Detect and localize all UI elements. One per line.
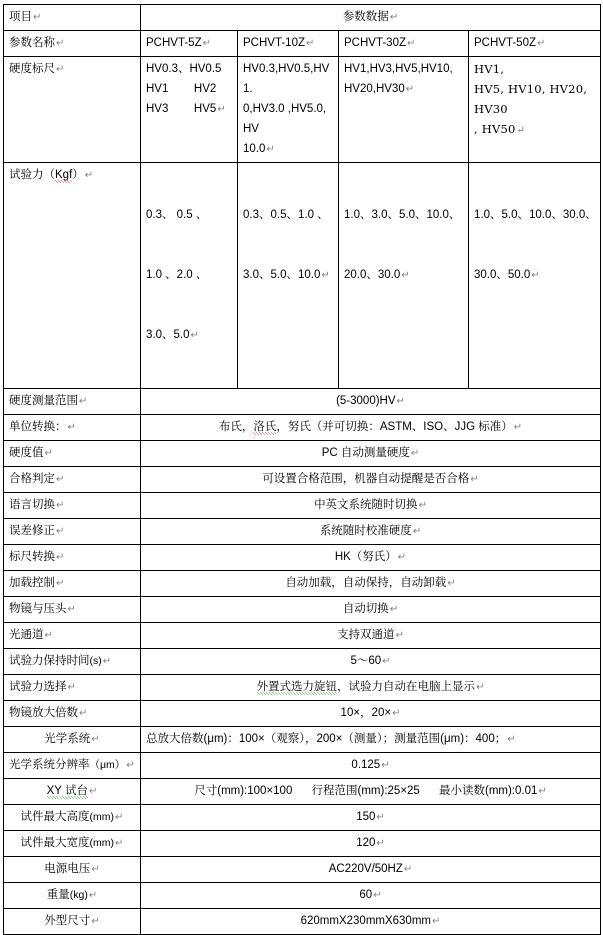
pilcrow-mark: ↵ (405, 84, 415, 95)
pilcrow-mark: ↵ (389, 12, 399, 23)
line-split (474, 265, 595, 286)
cell-row-value (141, 727, 601, 753)
pilcrow-mark: ↵ (88, 890, 98, 901)
text-row-value: 尺寸(mm):100×100 行程范围(mm):25×25 最小读数(mm):0.01 (194, 785, 538, 797)
line: 10.0 (243, 143, 266, 155)
pilcrow-mark: ↵ (91, 916, 100, 927)
text-model-label: 参数名称 (9, 37, 55, 49)
pilcrow-mark: ↵ (538, 786, 547, 797)
cell-row-value (141, 571, 601, 597)
cell-row-label (4, 389, 141, 415)
table-row (4, 545, 601, 571)
pilcrow-mark: ↵ (56, 474, 65, 485)
table-row (4, 857, 601, 883)
table-body-merged (4, 389, 601, 935)
text-row-label: 合格判定 (9, 473, 55, 485)
pilcrow-mark: ↵ (67, 604, 76, 615)
line: 1.0 、2.0 、 (146, 269, 208, 281)
pilcrow-mark: ↵ (513, 422, 523, 433)
cell-row-label (4, 909, 141, 935)
table-row (4, 883, 601, 909)
cell-row-value (141, 857, 601, 883)
text-model-5z: PCHVT-5Z (146, 37, 202, 49)
pilcrow-mark: ↵ (217, 104, 226, 115)
cell-row-value (141, 701, 601, 727)
pilcrow-mark: ↵ (190, 330, 199, 341)
table-row (4, 649, 601, 675)
line: 3.0、5.0、10.0 (243, 269, 321, 281)
pilcrow-mark: ↵ (33, 12, 42, 23)
line-split (243, 139, 333, 160)
line-split (344, 79, 463, 100)
text-row-label: 误差修正 (9, 525, 55, 537)
cell-row-label (4, 467, 141, 493)
text-row-value: 支持双通道 (337, 629, 395, 641)
text-row-label-unit: （μm） (89, 759, 126, 771)
table-row (4, 675, 601, 701)
pilcrow-mark: ↵ (537, 38, 546, 49)
line: 20.0、30.0 (344, 269, 401, 281)
table-row (4, 467, 601, 493)
text-row-value-part: ASTM、ISO、JJG 标准） (379, 421, 513, 433)
pilcrow-mark: ↵ (266, 144, 275, 155)
cell-row-label (4, 597, 141, 623)
table-row (4, 831, 601, 857)
cell-model-30z (339, 31, 469, 57)
text-row-label: 重量 (46, 889, 70, 901)
cell-row-value (141, 389, 601, 415)
table-row (4, 701, 601, 727)
pilcrow-mark: ↵ (56, 500, 65, 511)
line-split (146, 325, 232, 346)
text-row-label-unit: (s) (89, 655, 102, 667)
table-row (4, 805, 601, 831)
pilcrow-mark: ↵ (407, 38, 416, 49)
pilcrow-mark: ↵ (91, 734, 100, 745)
table-row (4, 441, 601, 467)
line: , HV50 (474, 122, 516, 136)
pilcrow-mark: ↵ (418, 500, 427, 511)
cell-row-value (141, 779, 601, 805)
text-row-label: 试件最大高度 (20, 811, 90, 823)
line: HV1, (474, 62, 505, 76)
line: 30.0、50.0 (474, 269, 531, 281)
pilcrow-mark: ↵ (79, 396, 88, 407)
table-row (4, 779, 601, 805)
text-row-label-unit: (mm) (89, 811, 115, 823)
line-split (243, 265, 333, 286)
table-row (4, 909, 601, 935)
pilcrow-mark: ↵ (382, 656, 391, 667)
line: 1.0、3.0、5.0、10.0、 (344, 209, 461, 221)
cell-row-value (141, 467, 601, 493)
pilcrow-mark: ↵ (56, 552, 65, 563)
cell-row-value (141, 883, 601, 909)
cell-row-value (141, 493, 601, 519)
text-row-value: 总放大倍数(μm)：100×（观察），200×（测量）；测量范围(μm)：400； (146, 733, 507, 745)
pilcrow-mark: ↵ (376, 812, 385, 823)
pilcrow-mark: ↵ (91, 864, 100, 875)
text-row-value: 系统随时校准硬度 (319, 525, 412, 537)
pilcrow-mark: ↵ (79, 708, 88, 719)
cell-row-value (141, 441, 601, 467)
line: 0.3、 0.5 、 (146, 209, 208, 221)
text-row-label-unit: (mm) (89, 837, 115, 849)
text-hardness-scale-label: 硬度标尺 (9, 63, 55, 75)
line: HV1 HV2 (146, 83, 217, 95)
text-data-label: 参数数据 (342, 11, 389, 23)
text-row-label: 光学系统分辨率 (9, 759, 90, 771)
table-row-models (4, 31, 601, 57)
line: HV20,HV30 (344, 83, 405, 95)
cell-row-label (4, 675, 141, 701)
cell-row-label (4, 441, 141, 467)
text-row-label: 试件最大宽度 (20, 837, 90, 849)
pilcrow-mark: ↵ (516, 125, 526, 136)
table-row (4, 597, 601, 623)
text-row-value: 620mmX230mmX630mm (300, 915, 431, 927)
line: HV0.3、HV0.5 (146, 63, 222, 75)
cell-row-label (4, 779, 141, 805)
text-row-label: 硬度值 (9, 447, 44, 459)
text-row-value: 10×，20× (340, 707, 392, 719)
cell-row-value (141, 623, 601, 649)
line: HV1,HV3,HV5,HV10, (344, 63, 453, 75)
cell-row-label (4, 519, 141, 545)
text-row-value: AC220V/50HZ (328, 863, 403, 875)
text-row-label: 物镜与压头 (9, 603, 67, 615)
pilcrow-mark: ↵ (507, 734, 516, 745)
pilcrow-mark: ↵ (373, 890, 382, 901)
cell-row-label (4, 493, 141, 519)
table-body (4, 5, 601, 389)
table-row (4, 389, 601, 415)
text-row-value: HK（努氏） (334, 551, 397, 563)
pilcrow-mark: ↵ (447, 578, 456, 589)
text-test-force-unit: Kgf (55, 169, 73, 181)
text-row-value: 中英文系统随时切换 (314, 499, 418, 511)
pilcrow-mark: ↵ (395, 630, 404, 641)
text-row-value-part: 洛氏 (253, 421, 277, 433)
cell-row-label (4, 727, 141, 753)
text-row-label: 加载控制 (9, 577, 55, 589)
line-split (344, 265, 463, 286)
table-row-header (4, 5, 601, 31)
cell-row-value (141, 519, 601, 545)
text-row-value: 0.125 (351, 759, 381, 771)
text-row-value: (5-3000)HV (336, 395, 396, 407)
line: HV3 HV5 (146, 103, 217, 115)
cell-data-label (141, 5, 601, 31)
cell-hardness-scale-5z (141, 57, 238, 163)
pilcrow-mark: ↵ (115, 838, 124, 849)
pilcrow-mark: ↵ (401, 270, 410, 281)
cell-row-value (141, 649, 601, 675)
text-row-label: 硬度测量范围 (9, 395, 78, 407)
line: 0.3、0.5、1.0 、 (243, 209, 329, 221)
cell-row-label (4, 753, 141, 779)
text-row-value: 可设置合格范围，机器自动提醒是否合格 (262, 473, 470, 485)
cell-row-label (4, 649, 141, 675)
cell-row-value (141, 675, 601, 701)
cell-row-value (141, 909, 601, 935)
line: 3.0、5.0 (146, 329, 190, 341)
pilcrow-mark: ↵ (376, 838, 385, 849)
pilcrow-mark: ↵ (56, 38, 65, 49)
pilcrow-mark: ↵ (56, 526, 65, 537)
pilcrow-mark: ↵ (88, 786, 98, 797)
line: 0,HV3.0 ,HV5.0,HV (243, 103, 327, 135)
cell-model-5z (141, 31, 238, 57)
text-row-label: XY 试台 (46, 785, 88, 797)
pilcrow-mark: ↵ (389, 604, 399, 615)
text-row-label: 语言切换 (9, 499, 55, 511)
pilcrow-mark: ↵ (126, 760, 135, 771)
pilcrow-mark: ↵ (397, 552, 407, 563)
text-row-value: PC 自动测量硬度 (321, 447, 410, 459)
pilcrow-mark: ↵ (396, 396, 405, 407)
pilcrow-mark: ↵ (44, 448, 53, 459)
cell-row-label (4, 857, 141, 883)
cell-test-force-50z (469, 163, 601, 389)
cell-row-label (4, 623, 141, 649)
cell-row-label (4, 701, 141, 727)
cell-row-value (141, 753, 601, 779)
pilcrow-mark: ↵ (476, 682, 485, 693)
table-row (4, 571, 601, 597)
text-row-label: 光通道 (9, 629, 44, 641)
cell-row-value (141, 415, 601, 441)
cell-row-label (4, 571, 141, 597)
pilcrow-mark: ↵ (306, 38, 315, 49)
line: HV5, HV10, HV20, HV30 (474, 82, 588, 116)
text-row-label: 电源电压 (44, 863, 91, 875)
cell-row-label (4, 545, 141, 571)
pilcrow-mark: ↵ (84, 170, 94, 181)
table-row (4, 727, 601, 753)
text-test-force-tail: ） (72, 169, 84, 181)
text-row-value: 自动切换 (342, 603, 389, 615)
text-row-label: 单位转换： (9, 421, 67, 433)
pilcrow-mark: ↵ (56, 578, 65, 589)
pilcrow-mark: ↵ (67, 682, 76, 693)
text-test-force-label: 试验力（ (9, 169, 55, 181)
table-row-test-force (4, 163, 601, 389)
text-row-value: 60 (359, 889, 373, 901)
pilcrow-mark: ↵ (115, 812, 124, 823)
pilcrow-mark: ↵ (412, 526, 422, 537)
text-row-label: 试验力保持时间 (9, 655, 90, 667)
cell-item-label (4, 5, 141, 31)
text-row-label-unit: (kg) (69, 889, 88, 901)
pilcrow-mark: ↵ (56, 64, 65, 75)
cell-test-force-10z (238, 163, 339, 389)
text-row-label: 光学系统 (44, 733, 91, 745)
pilcrow-mark: ↵ (403, 864, 413, 875)
text-row-value: 5～60 (350, 655, 382, 667)
table-row (4, 623, 601, 649)
cell-hardness-scale-label (4, 57, 141, 163)
cell-model-10z (238, 31, 339, 57)
text-row-label: 试验力选择 (9, 681, 67, 693)
pilcrow-mark: ↵ (470, 474, 479, 485)
line: 1.0、5.0、10.0、30.0、 (474, 209, 597, 221)
text-row-label: 物镜放大倍数 (9, 707, 78, 719)
cell-model-label (4, 31, 141, 57)
pilcrow-mark: ↵ (381, 760, 390, 771)
cell-row-label (4, 831, 141, 857)
text-row-value: 120 (356, 837, 376, 849)
cell-hardness-scale-30z (339, 57, 469, 163)
cell-row-value (141, 597, 601, 623)
cell-row-label (4, 883, 141, 909)
text-row-value: 自动加载，自动保持，自动卸载 (285, 577, 447, 589)
table-row-hardness-scale (4, 57, 601, 163)
cell-hardness-scale-10z (238, 57, 339, 163)
line-split (474, 119, 595, 141)
pilcrow-mark: ↵ (202, 38, 211, 49)
cell-row-value (141, 805, 601, 831)
pilcrow-mark: ↵ (432, 916, 441, 927)
text-row-label: 标尺转换 (9, 551, 55, 563)
text-row-value: 150 (356, 811, 376, 823)
cell-row-label (4, 805, 141, 831)
text-model-10z: PCHVT-10Z (243, 37, 305, 49)
line: HV0.3,HV0.5,HV1. (243, 63, 330, 95)
cell-model-50z (469, 31, 601, 57)
text-item-label: 项目 (9, 11, 32, 23)
text-row-value-part: 外置式选力旋钮 (256, 681, 338, 693)
table-row (4, 753, 601, 779)
pilcrow-mark: ↵ (67, 422, 76, 433)
specification-table (3, 4, 601, 935)
pilcrow-mark: ↵ (392, 708, 401, 719)
table-row (4, 415, 601, 441)
pilcrow-mark: ↵ (321, 270, 330, 281)
table-row (4, 519, 601, 545)
cell-row-label (4, 415, 141, 441)
line-split (146, 79, 232, 99)
cell-test-force-5z (141, 163, 238, 389)
text-row-value-part: ，努氏（并可切换： (276, 421, 380, 433)
cell-row-value (141, 545, 601, 571)
pilcrow-mark: ↵ (531, 270, 540, 281)
table-row (4, 493, 601, 519)
text-row-label: 外型尺寸 (44, 915, 91, 927)
text-model-30z: PCHVT-30Z (344, 37, 406, 49)
pilcrow-mark: ↵ (102, 656, 112, 667)
cell-test-force-30z (339, 163, 469, 389)
text-row-value-part: ，试验力自动在电脑上显示 (337, 681, 476, 693)
pilcrow-mark: ↵ (410, 448, 420, 459)
pilcrow-mark: ↵ (44, 630, 53, 641)
line-split (146, 99, 232, 120)
cell-hardness-scale-50z (469, 57, 601, 163)
text-model-50z: PCHVT-50Z (474, 37, 536, 49)
cell-test-force-label (4, 163, 141, 389)
cell-row-value (141, 831, 601, 857)
text-row-value-part: 布氏， (218, 421, 254, 433)
